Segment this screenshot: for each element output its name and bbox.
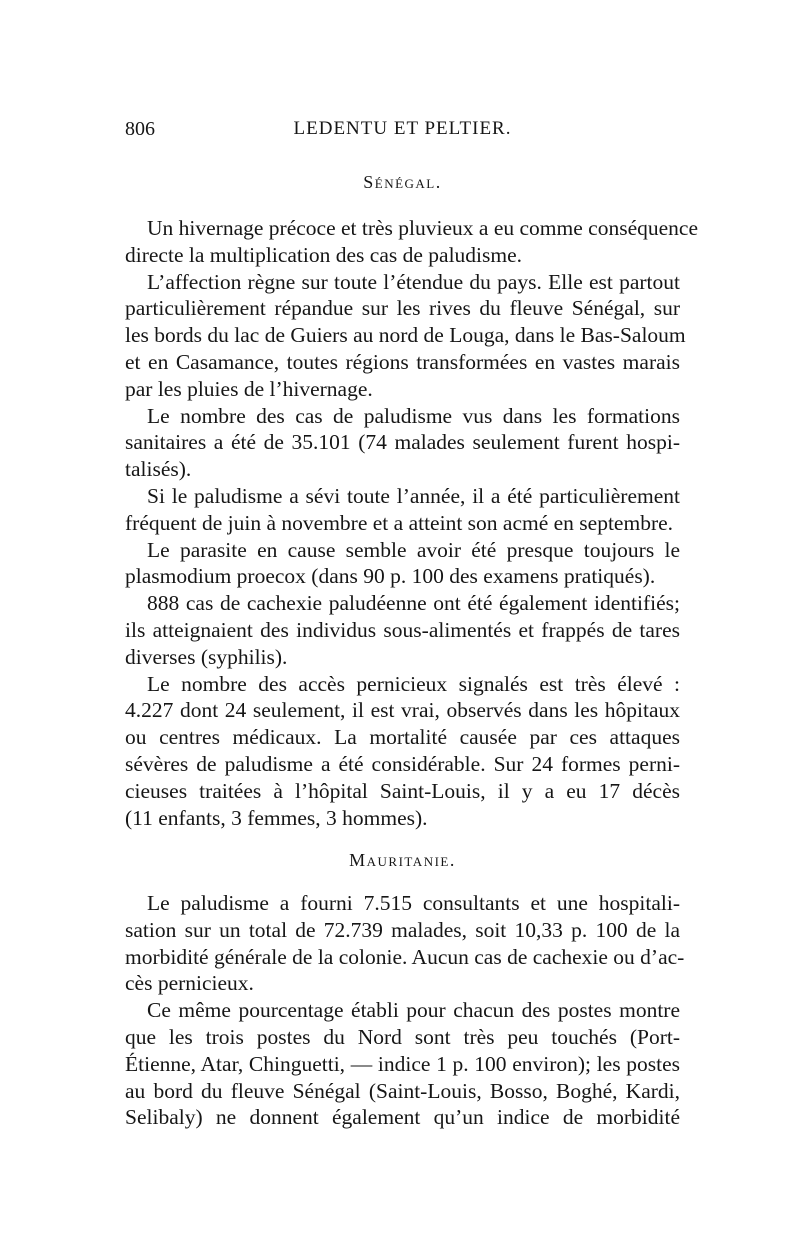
text-line: ils atteignaient des individus sous-alimentés et frappés de tares: [125, 617, 680, 642]
text-line: cieuses traitées à l’hôpital Saint-Louis, il y a eu 17 décès: [125, 778, 680, 803]
text-line: sanitaires a été de 35.101 (74 malades seulement furent hospi-: [125, 430, 680, 455]
text-line: cès pernicieux.: [125, 971, 254, 996]
text-line: 888 cas de cachexie paludéenne ont été également identifiés;: [147, 591, 680, 616]
text-line: sévères de paludisme a été considérable. Sur 24 formes perni-: [125, 751, 680, 776]
text-line: Ce même pourcentage établi pour chacun des postes montre: [147, 998, 680, 1023]
text-line: diverses (syphilis).: [125, 644, 288, 669]
text-line: Selibaly) ne donnent également qu’un indice de morbidité: [125, 1105, 680, 1130]
text-line: directe la multiplication des cas de paludisme.: [125, 242, 523, 267]
text-line: plasmodium proecox (dans 90 p. 100 des examens pratiqués).: [125, 564, 656, 589]
text-line: 4.227 dont 24 seulement, il est vrai, observés dans les hôpitaux: [125, 698, 680, 723]
page-number: 806: [125, 118, 155, 140]
text-line: Étienne, Atar, Chinguetti, — indice 1 p. 100 environ); les postes: [125, 1051, 680, 1076]
text-line: morbidité générale de la colonie. Aucun cas de cachexie ou d’ac-: [125, 944, 685, 969]
senegal-text: [125, 215, 698, 831]
text-line: sation sur un total de 72.739 malades, soit 10,33 p. 100 de la: [125, 917, 680, 942]
text-line: et en Casamance, toutes régions transformées en vastes marais: [125, 349, 680, 374]
running-title: LEDENTU ET PELTIER.: [293, 118, 512, 139]
text-line: (11 enfants, 3 femmes, 3 hommes).: [125, 805, 428, 830]
running-head: [125, 118, 680, 148]
text-line: au bord du fleuve Sénégal (Saint-Louis, Bosso, Boghé, Kardi,: [125, 1078, 680, 1103]
text-line: que les trois postes du Nord sont très peu touchés (Port-: [125, 1024, 680, 1049]
text-line: Le paludisme a fourni 7.515 consultants et une hospitali-: [147, 891, 680, 915]
section-heading-mauritanie: Mauritanie.: [349, 850, 456, 870]
text-line: Le parasite en cause semble avoir été presque toujours le: [147, 537, 680, 562]
text-line: les bords du lac de Guiers au nord de Louga, dans le Bas-Saloum: [125, 323, 686, 348]
section-heading-senegal: Sénégal.: [363, 172, 442, 192]
text-line: fréquent de juin à novembre et a atteint son acmé en septembre.: [125, 510, 674, 535]
text-line: ou centres médicaux. La mortalité causée par ces attaques: [125, 725, 680, 750]
text-line: Un hivernage précoce et très pluvieux a eu comme conséquence: [147, 216, 698, 240]
mauritanie-text: [125, 890, 685, 1131]
text-line: particulièrement répandue sur les rives du fleuve Sénégal, sur: [125, 296, 680, 321]
text-line: par les pluies de l’hivernage.: [125, 376, 373, 401]
text-line: L’affection règne sur toute l’étendue du pays. Elle est partout: [147, 269, 680, 294]
text-line: Le nombre des cas de paludisme vus dans les formations: [147, 403, 680, 428]
text-line: talisés).: [125, 457, 192, 482]
text-line: Si le paludisme a sévi toute l’année, il a été particulièrement: [147, 483, 680, 508]
text-line: Le nombre des accès pernicieux signalés est très élevé :: [147, 671, 680, 696]
